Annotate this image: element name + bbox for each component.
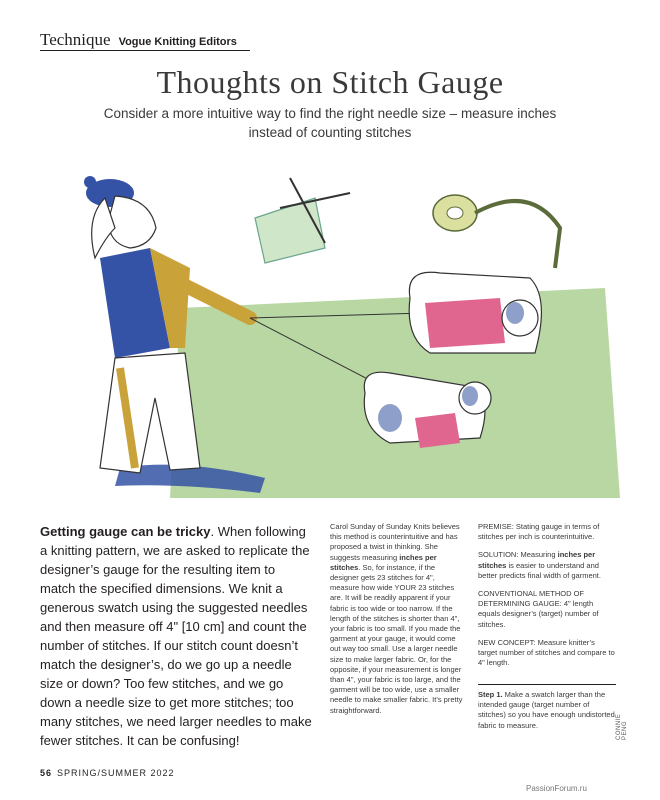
solution-text: [478, 550, 616, 581]
folio: [40, 768, 175, 778]
lead-paragraph: [40, 522, 312, 750]
conventional-text: CONVENTIONAL METHOD OF DETERMINING GAUGE: 4" length equals designer’s (target) number of stitches.: [478, 589, 599, 629]
swatch-and-needles: [255, 178, 350, 263]
pompom: [84, 176, 96, 188]
section-name: Technique: [40, 30, 111, 49]
trousers: [100, 353, 200, 473]
column-2-text-b: . So, for instance, if the designer gets 23 stitches for 4", measure how wide YOUR 23 stitches are. It will be readily apparent if your fabric is too wide or too narrow. If the length of the stitches is shorter than 4", your fabric is too small. If you made the garment at your gauge, it would come out way too small. Use a larger needle size to make larger fabric. Or, for the opposite, if your measurement is longer than 4", your fabric is too large, and the garment will be too wide, use a smaller needle to make smaller fabric. It’s pretty straightforward.: [330, 562, 463, 715]
premise-text: PREMISE: Stating gauge in terms of stitches per inch is counterintuitive.: [478, 522, 600, 542]
column-2-bold: inches per stitches: [330, 552, 437, 572]
step-1: [478, 690, 616, 731]
dog-sweater-small: [415, 413, 460, 448]
lead-bold: Getting gauge can be tricky: [40, 524, 211, 539]
column-2-text-a: Carol Sunday of Sunday Knits believes this method is counterintuitive and has proposed a twist in thinking. She suggests measuring: [330, 522, 460, 562]
watermark: PassionForum.ru: [526, 784, 587, 793]
column-3: [478, 522, 616, 676]
solution-prefix: SOLUTION: Measuring: [478, 550, 558, 560]
solution-bold: inches per stitches: [478, 550, 596, 570]
section-byline: Vogue Knitting Editors: [118, 36, 237, 48]
illustration-credit: CONNIE PENG: [616, 713, 628, 740]
section-rule: [40, 50, 250, 51]
lead-text: . When following a knitting pattern, we are asked to replicate the designer’s gauge for the resulting item to match the specified dimensions. We knit a generous swatch using the suggested needles and then measure off 4" [10 cm] and count the number of stitches. If our stitch count doesn’t match the designer’s, do we go up a needle size or down? Too few stitches, and we go down a needle size to get more stitches; too many stitches, we need larger needles to make fewer stitches. It can be confusing!: [40, 524, 312, 748]
step-rule: [478, 684, 616, 685]
solution-suffix: is easier to understand and better predicts final width of garment.: [478, 560, 601, 580]
article-title: Thoughts on Stitch Gauge: [156, 64, 504, 100]
step-text: Make a swatch larger than the intended gauge (target number of stitches) so you have enough undistorted fabric to measure.: [478, 690, 615, 730]
illustration: [60, 168, 640, 508]
dog-bottom: [364, 372, 491, 448]
dog-top: [409, 272, 541, 353]
issue-name: SPRING/SUMMER 2022: [57, 768, 175, 778]
step-label: Step 1.: [478, 690, 503, 699]
column-2: [330, 522, 465, 724]
dog-sweater-pink: [425, 298, 505, 348]
article-subtitle: Consider a more intuitive way to find the right needle size – measure inches instead of counting stitches: [103, 106, 557, 140]
new-concept-text: NEW CONCEPT: Measure knitter’s target number of stitches and compare to 4" length.: [478, 637, 615, 668]
page-number: 56: [40, 768, 53, 778]
face: [108, 196, 156, 248]
section-header: [40, 30, 237, 50]
swatch: [255, 198, 325, 263]
column-2-paragraph: [330, 522, 465, 716]
tape-measure: [433, 195, 560, 268]
